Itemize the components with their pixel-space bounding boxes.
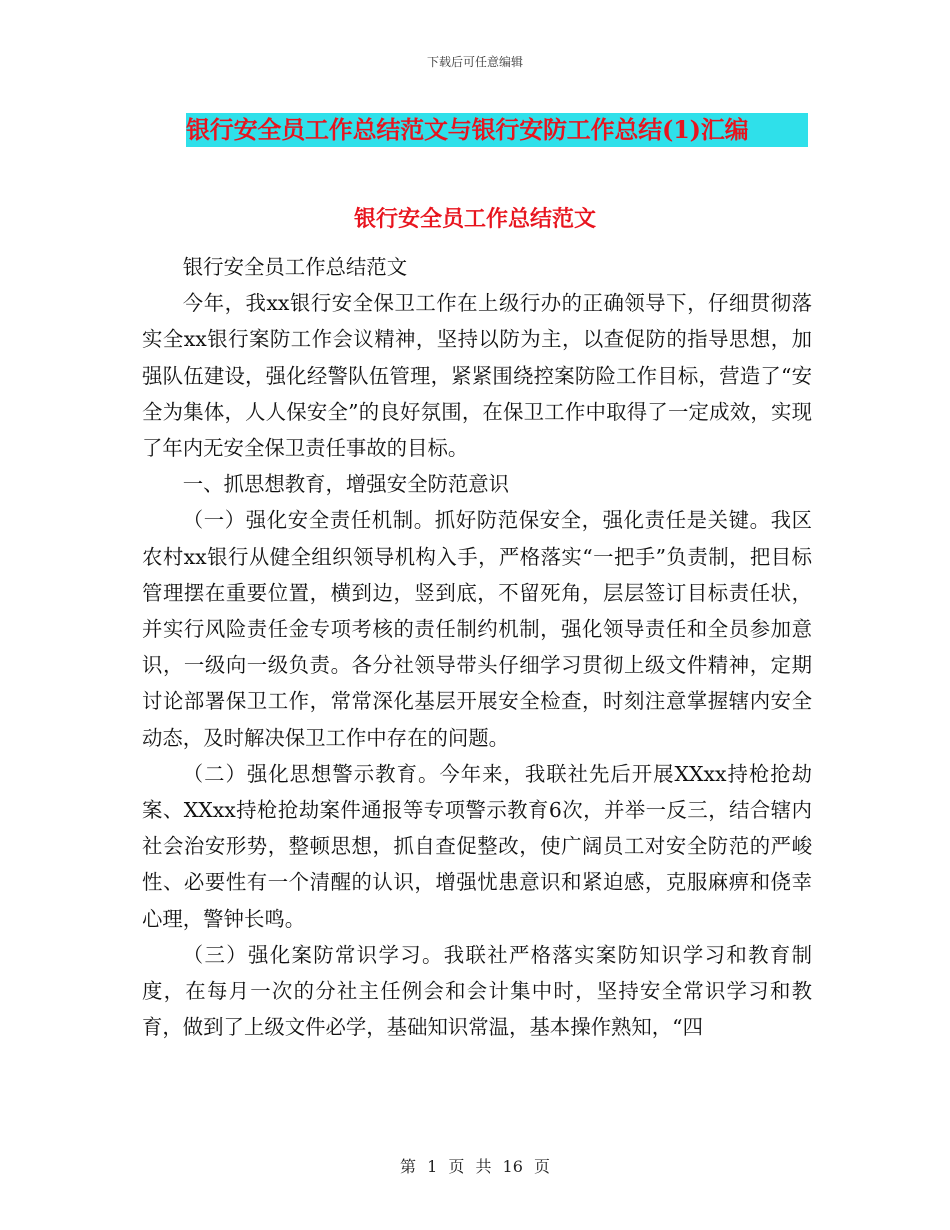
paragraph: 银行安全员工作总结范文: [182, 255, 408, 279]
document-title: 银行安全员工作总结范文与银行安防工作总结(1)汇编: [186, 115, 749, 144]
paragraph: （一）强化安全责任机制。抓好防范保安全，强化责任是关键。我区农村xx银行从健全组织领导机构入手，严格落实“一把手”负责制，把目标管理摆在重要位置，横到边，竖到底，不留死角，层层签订目标责任状，并实行风险责任金专项考核的责任制约机制，强化领导责任和全员参加意识，一级向一级负责。各分社领导带头仔细学习贯彻上级文件精神，定期讨论部署保卫工作，常常深化基层开展安全检查，时刻注意掌握辖内安全动态，及时解决保卫工作中存在的问题。: [142, 508, 812, 750]
paragraph: 一、抓思想教育，增强安全防范意识: [182, 472, 510, 497]
title-highlight: [186, 113, 808, 147]
section-title: 银行安全员工作总结范文: [353, 206, 596, 232]
page-footer: 第 1 页 共 16 页: [400, 1157, 550, 1176]
header-note: 下载后可任意编辑: [426, 55, 523, 69]
paragraph: （三）强化案防常识学习。我联社严格落实案防知识学习和教育制度，在每月一次的分社主任例会和会计集中时，坚持安全常识学习和教育，做到了上级文件必学，基础知识常温，基本操作熟知，“四: [142, 942, 812, 1040]
body-text: [142, 249, 812, 1045]
paragraph: （二）强化思想警示教育。今年来，我联社先后开展XXxx持枪抢劫案、XXxx持枪抢劫案件通报等专项警示教育6次，并举一反三，结合辖内社会治安形势，整顿思想，抓自查促整改，使广阔员工对安全防范的严峻性、必要性有一个清醒的认识，增强忧患意识和紧迫感，克服麻痹和侥幸心理，警钟长鸣。: [142, 761, 812, 931]
paragraph: 今年，我xx银行安全保卫工作在上级行办的正确领导下，仔细贯彻落实全xx银行案防工作会议精神，坚持以防为主，以查促防的指导思想，加强队伍建设，强化经警队伍管理，紧紧围绕控案防险工作目标，营造了“安全为集体，人人保安全”的良好氛围，在保卫工作中取得了一定成效，实现了年内无安全保卫责任事故的目标。: [142, 291, 812, 461]
